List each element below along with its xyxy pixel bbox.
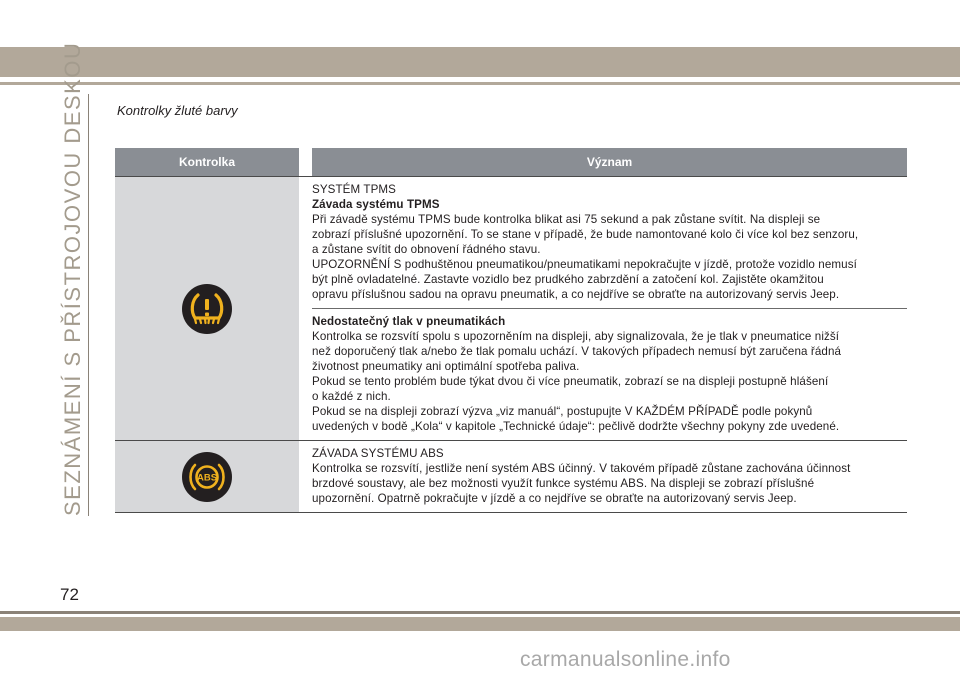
text-line: uvedených v bodě „Kola“ v kapitole „Technické údaje“: pečlivě dodržte všechny pokyny zde uvedené. (312, 420, 840, 433)
text-line: opravu příslušnou sadou na opravu pneumatik, a co nejdříve se obraťte na autorizovaný servis Jeep. (312, 288, 840, 301)
column-header-meaning: Význam (586, 155, 633, 169)
text-line: Při závadě systému TPMS bude kontrolka blikat asi 75 sekund a pak zůstane svítit. Na displeji se (312, 213, 821, 226)
text-line: zobrazí příslušné upozornění. To se stane v případě, že bude namontované kolo či více kol bez senzoru, (312, 228, 859, 241)
abs-warning-icon (182, 452, 232, 502)
chapter-side-title: SEZNÁMENÍ S PŘÍSTROJOVOU DESKOU (60, 41, 85, 516)
tpms-system-fault-text (312, 177, 907, 308)
top-decorative-line (0, 82, 960, 85)
text-line: než doporučený tlak a/nebo že tlak pomalu uchází. V takových případech nemusí být zaručena řádná (312, 345, 842, 358)
subheading: Závada systému TPMS (312, 198, 440, 211)
side-divider (88, 94, 89, 516)
top-decorative-band (0, 47, 960, 77)
text-line: Kontrolka se rozsvítí spolu s upozorněním na displeji, aby signalizovala, že je tlak v pneumatice nižší (312, 330, 840, 343)
indicator-cell (115, 177, 299, 440)
page-number: 72 (60, 585, 79, 604)
abs-fault-text (312, 441, 907, 512)
tpms-warning-icon (182, 284, 232, 334)
table-header (115, 148, 907, 176)
bottom-decorative-band (0, 617, 960, 631)
indicator-cell (115, 441, 299, 512)
meaning-cell (312, 177, 907, 440)
row-rule (115, 512, 907, 513)
text-line: Pokud se na displeji zobrazí výzva „viz manuál“, postupujte V KAŽDÉM PŘÍPADĚ podle pokynů (312, 405, 813, 418)
low-tire-pressure-text (312, 309, 907, 440)
subheading: Nedostatečný tlak v pneumatikách (312, 315, 506, 328)
table-row (115, 441, 907, 512)
text-line: brzdové soustavy, ale bez možnosti využít funkce systému ABS. Na displeji se zobrazí příslušné (312, 477, 815, 490)
text-line: Kontrolka se rozsvítí, jestliže není systém ABS účinný. V takovém případě zůstane zachována účinnost (312, 462, 851, 475)
text-line: životnost pneumatiky ani optimální spotřeba paliva. (312, 360, 580, 373)
text-line: o každé z nich. (312, 390, 391, 403)
text-line: UPOZORNĚNÍ S podhuštěnou pneumatikou/pneumatikami nepokračujte v jízdě, protože vozidlo nemusí (312, 258, 857, 271)
text-line: Pokud se tento problém bude týkat dvou či více pneumatik, zobrazí se na displeji postupně hlášení (312, 375, 829, 388)
text-line: ZÁVADA SYSTÉMU ABS (312, 447, 444, 460)
watermark: carmanualsonline.info (520, 648, 731, 671)
text-line: upozornění. Opatrně pokračujte v jízdě a co nejdříve se obraťte na autorizovaný servis Jeep. (312, 492, 797, 505)
column-header-indicator: Kontrolka (178, 155, 235, 169)
section-title: Kontrolky žluté barvy (117, 103, 238, 118)
table-row (115, 177, 907, 440)
indicator-table (115, 148, 907, 513)
text-line: být plně ovladatelné. Zastavte vozidlo bez prudkého zabrzdění a zatočení kol. Zajistěte okamžitou (312, 273, 824, 286)
text-line: a zůstane svítit do obnovení řádného stavu. (312, 243, 541, 256)
bottom-decorative-line (0, 611, 960, 614)
text-line: SYSTÉM TPMS (312, 183, 396, 196)
meaning-cell (312, 441, 907, 512)
abs-icon-label: ABS (196, 472, 218, 483)
